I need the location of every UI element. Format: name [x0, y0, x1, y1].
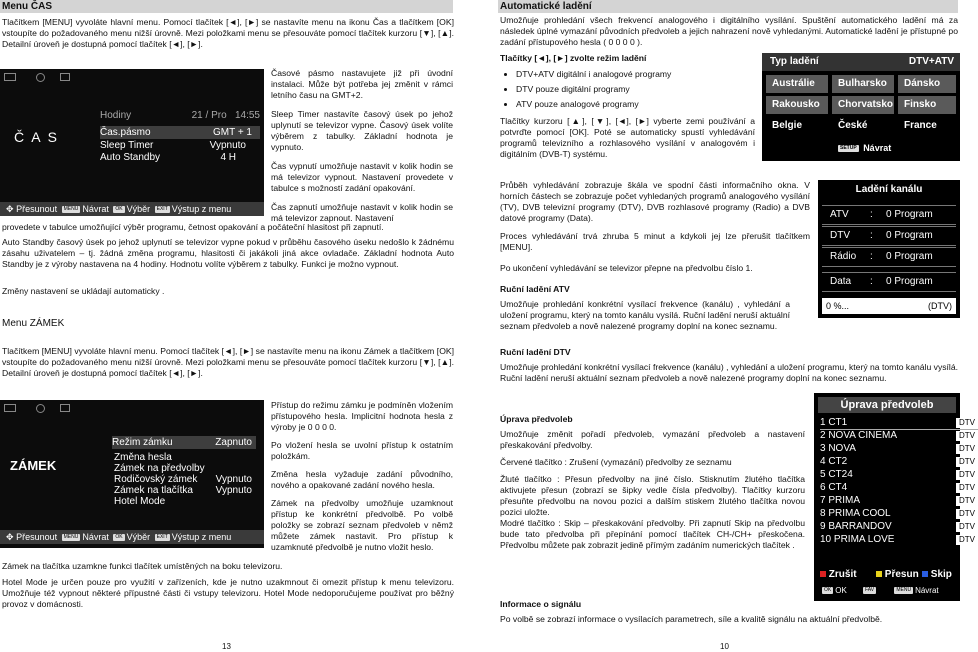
- tuning-mode-list: [500, 69, 776, 114]
- channel-scan-panel: [818, 180, 960, 318]
- country-select-panel: [762, 53, 960, 161]
- menu-key: MENU: [63, 534, 79, 541]
- row-label: Hotel Mode: [114, 496, 166, 507]
- preset-row-10[interactable]: [820, 534, 978, 546]
- preset-name: 4 CT2: [820, 456, 848, 467]
- scan-row-radio: [822, 247, 956, 267]
- row-label: Zámek na tlačítka: [114, 485, 193, 496]
- sound-icon: [60, 404, 70, 412]
- menu-key: MENU: [63, 206, 79, 213]
- row-label: Režim zámku: [112, 437, 173, 448]
- back-label: Návrat: [915, 586, 939, 595]
- timezone-text: Časové pásmo nastavujete již při úvodní instalaci. Může být potřeba jej změnit v rámci letního času na GMT+2.: [271, 68, 453, 100]
- change-password-text: Změna hesla vyžaduje zadání původního, nového a opakované zadání nového hesla.: [271, 469, 453, 490]
- progress-text-3: Po ukončení vyhledávání se televizor přepne na předvolbu číslo 1.: [500, 263, 753, 273]
- preset-tag: DTV: [956, 483, 978, 493]
- zamek-right-text: [271, 400, 453, 553]
- panel-nav: [836, 143, 891, 155]
- picture-icon: [36, 73, 45, 82]
- country-select-text: Tlačítky kurzoru [▲], [▼], [◄], [►] vyberte zemi používání a potvrďte pomocí [OK]. Poté se automaticky spustí vyhledávání programů televizního a rozhlasového vysílání v analogovém i digitálním (DVB-T) systému.: [500, 116, 755, 159]
- scan-value: 0 Program: [886, 209, 933, 220]
- country-dansko[interactable]: Dánsko: [898, 75, 956, 93]
- preset-tag: DTV: [956, 470, 978, 480]
- scan-percent: 0 %...: [826, 301, 850, 311]
- preset-panel-title: Úprava předvoleb: [818, 397, 956, 413]
- preset-list: [814, 417, 975, 551]
- preset-name: 10 PRIMA LOVE: [820, 534, 895, 545]
- tv-icon: [4, 73, 16, 81]
- autosave-text: Změny nastavení se ukládají automaticky .: [2, 286, 165, 296]
- move-label: Přesun: [884, 569, 919, 580]
- preset-row-3[interactable]: [820, 443, 978, 455]
- preset-row-1[interactable]: [820, 417, 978, 430]
- ok-key: OK: [115, 534, 123, 541]
- manual-dtv-heading: Ruční ladění DTV: [500, 347, 571, 357]
- preset-tag: DTV: [956, 431, 978, 441]
- scan-row-atv: [822, 205, 956, 225]
- scan-sep: :: [870, 209, 873, 220]
- scan-sep: :: [870, 276, 873, 287]
- row-value: GMT + 1: [213, 127, 252, 138]
- nav-exit: Výstup z menu: [171, 532, 232, 542]
- country-finsko[interactable]: Finsko: [898, 96, 956, 114]
- on-time-continuation: provedete v tabulce umožňující výběr programu, četnost opakování a počáteční hlasitost při zapnutí.: [2, 222, 384, 232]
- country-chorvatsko[interactable]: Chorvatsko: [832, 96, 894, 114]
- row-label: Zámek na předvolby: [114, 463, 205, 474]
- row-value: 4 H: [220, 152, 236, 163]
- delete-label: Zrušit: [828, 569, 857, 580]
- preset-tag: DTV: [956, 418, 978, 428]
- setting-row-hotel-mode[interactable]: [114, 496, 256, 508]
- preset-name: 2 NOVA CINEMA: [820, 430, 898, 441]
- nav-move: Přesunout: [16, 204, 58, 214]
- edit-presets-p1: Umožňuje změnit pořadí předvoleb, vymazání předvoleb a nastavení přeskakování předvolby.: [500, 429, 805, 450]
- lock-access-text: Přístup do režimu zámku je podmíněn vložením přístupového hesla. Implicitní hodnota hesla z výroby je 0 0 0 0.: [271, 400, 453, 432]
- edit-presets-yellow: Žluté tlačítko : Přesun předvolby na jiné číslo. Stisknutím žlutého tlačítka aktivujete přesun (zobrazí se šipky vedle čísla předvolby). Tlačítky kurzoru přesuňte předvolbu na novou pozici a dalším stiskem žlutého tlačítka novou pozici uložte.: [500, 474, 805, 517]
- menu-cas-heading: Menu ČAS: [0, 0, 453, 13]
- edit-presets-red: Červené tlačítko : Zrušení (vymazání) předvolby ze seznamu: [500, 457, 732, 467]
- mode-atv: • ATV pouze analogové programy: [516, 99, 776, 110]
- buttons-lock-text: Zámek na tlačítka uzamkne funkci tlačítek umístěných na boku televizoru.: [2, 561, 283, 571]
- row-label: Sleep Timer: [100, 140, 154, 151]
- panel-back: Návrat: [863, 143, 892, 153]
- sleep-timer-text: Sleep Timer nastavíte časový úsek po jehož uplynutí se televizor vypne. Časový úsek volíte výběrem z tabulky. Základní hodnota je vypnuto.: [271, 109, 453, 152]
- signal-info-heading: Informace o signálu: [500, 599, 582, 609]
- delete-button[interactable]: [820, 569, 857, 582]
- edit-presets-blue: Modré tlačítko : Skip – přeskakování předvolby. Při zapnutí Skip na předvolbu bude tato předvolba při přepínání pomocí tlačítek CH-/CH+ přeskočena. Předvolbu můžete pak zobrazit jedině přímým zadáním numerických tlačítek .: [500, 518, 805, 550]
- preset-name: 9 BARRANDOV: [820, 521, 892, 532]
- scan-label: Data: [830, 276, 852, 287]
- panel-title-bar: [762, 53, 960, 71]
- row-value: 21 / Pro 14:55: [191, 110, 260, 121]
- auto-tuning-heading: Automatické ladění: [498, 0, 958, 13]
- row-label: Rodičovský zámek: [114, 474, 198, 485]
- setting-row-sleep-timer[interactable]: [100, 140, 260, 152]
- exit-key: EXIT: [156, 206, 168, 213]
- cas-right-text: [271, 68, 453, 224]
- setting-row-auto-standby[interactable]: [100, 152, 260, 164]
- row-label: Změna hesla: [114, 452, 172, 463]
- scan-label: ATV: [830, 209, 849, 220]
- setup-key: SETUP: [840, 145, 857, 152]
- tuning-mode-line: Tlačítky [◄], [►] zvolte režim ladění: [500, 53, 647, 63]
- hotel-mode-text: Hotel Mode je určen pouze pro využití v zařízeních, kde je nutno uzakmnout či omezit přístup k menu televizoru. Umožňuje též vypnout některé přípustné části či vstupy televizoru. Hotel Mode nedoporučujeme používat pro běžný provoz v domácnosti.: [2, 577, 454, 609]
- preset-tag: DTV: [956, 535, 978, 545]
- scan-label: DTV: [830, 230, 850, 241]
- scan-mode: (DTV): [928, 301, 952, 311]
- on-time-text: Čas zapnutí umožňuje nastavit v kolik hodin se má televizor zapnout. Nastavení: [271, 202, 453, 223]
- edit-presets-heading: Úprava předvoleb: [500, 414, 573, 424]
- ok-label: OK: [835, 586, 847, 595]
- preset-row-9[interactable]: [820, 521, 978, 533]
- password-unlock-text: Po vložení hesla se uvolní přístup k ostatním položkám.: [271, 440, 453, 461]
- row-label: Auto Standby: [100, 152, 161, 163]
- preset-name: 1 CT1: [820, 417, 848, 428]
- scan-sep: :: [870, 230, 873, 241]
- preset-row-8[interactable]: [820, 508, 978, 520]
- mode-dtv-atv: • DTV+ATV digitální i analogové programy: [516, 69, 776, 80]
- fav-key: FAV: [865, 587, 875, 594]
- country-belgie[interactable]: Belgie: [766, 117, 828, 135]
- menu-zamek-intro: Tlačítkem [MENU] vyvoláte hlavní menu. Pomocí tlačítek [◄], [►] se nastavíte menu na ikonu Zámek a tlačítkem [OK] vstoupíte do požadovaného menu nižší úrovně. Mezi položkami menu se přesouváte pomocí tlačítek kurzoru [▼], [▲]. Detailní úroveň je dostupná pomocí tlačítek [◄], [►].: [2, 346, 454, 378]
- cas-side-label: Č A S: [14, 129, 60, 145]
- preset-edit-panel: [814, 393, 975, 601]
- zamek-nav-bar: [0, 530, 264, 544]
- scan-value: 0 Program: [886, 230, 933, 241]
- preset-nav: [820, 586, 939, 596]
- scan-value: 0 Program: [886, 276, 933, 287]
- nav-back: Návrat: [82, 204, 109, 214]
- progress-text-2: Proces vyhledávání trvá zhruba 5 minut a kdykoli jej lze přerušit tlačítkem [MENU].: [500, 231, 810, 252]
- tv-icon: [4, 404, 16, 412]
- row-value: Vypnuto: [215, 485, 252, 496]
- move-icon: ✥: [6, 204, 14, 214]
- exit-key: EXIT: [156, 534, 168, 541]
- nav-exit: Výstup z menu: [171, 204, 232, 214]
- auto-standby-text: Auto Standby časový úsek po jehož uplynutí se televizor vypne pokud v průběhu časového úseku nedošlo k žádnému zásahu uživatelem – tj. žádná změna programu, hlasitosti či jakákoli jiná akce ovladače. Základní hodnota Auto Standby je z výroby nastavena na 4 hodiny. Hodnotu volíte výběrem z tabulky. Funkci je možno vypnout.: [2, 237, 454, 269]
- scan-value: 0 Program: [886, 251, 933, 262]
- preset-name: 6 CT4: [820, 482, 848, 493]
- move-button[interactable]: [876, 569, 919, 582]
- country-ceske[interactable]: České: [832, 117, 894, 135]
- country-france[interactable]: France: [898, 117, 956, 135]
- menu-zamek-heading: Menu ZÁMEK: [2, 318, 65, 329]
- scan-progress-bar: [822, 298, 956, 314]
- row-label: Čas.pásmo: [100, 127, 151, 138]
- preset-row-5[interactable]: [820, 469, 978, 481]
- preset-tag: DTV: [956, 496, 978, 506]
- row-value: Vypnuto: [215, 474, 252, 485]
- tuning-type-value[interactable]: DTV+ATV: [908, 56, 954, 67]
- manual-atv-heading: Ruční ladění ATV: [500, 284, 570, 294]
- cas-menu-screenshot: [0, 69, 264, 216]
- skip-label: Skip: [930, 569, 952, 580]
- scan-row-data: [822, 272, 956, 292]
- zamek-side-label: ZÁMEK: [10, 458, 57, 473]
- preset-row-2[interactable]: [820, 430, 978, 442]
- preset-name: 3 NOVA: [820, 443, 856, 454]
- preset-row-7[interactable]: [820, 495, 978, 507]
- picture-icon: [36, 404, 45, 413]
- menu-key: MENU: [896, 587, 912, 594]
- country-bulharsko[interactable]: Bulharsko: [832, 75, 894, 93]
- red-key-icon: [820, 571, 826, 577]
- zamek-menu-screenshot: [0, 400, 264, 548]
- page-number-left: 13: [222, 642, 231, 651]
- setting-row-rezim-zamku[interactable]: [112, 436, 256, 449]
- preset-row-4[interactable]: [820, 456, 978, 468]
- progress-text-1: Průběh vyhledávání zobrazuje škála ve spodní části informačního okna. V horních částech se zobrazuje počet vyhledaných programů analogového vysílání (TV), DVB televizní programy (DTV), DVB rozhlasové programy (Radio) a DVB datové programy (Data).: [500, 180, 810, 223]
- country-rakousko[interactable]: Rakousko: [766, 96, 828, 114]
- cas-nav-bar: [0, 202, 264, 216]
- nav-select: Výběr: [126, 532, 151, 542]
- blue-key-icon: [922, 571, 928, 577]
- row-value: Zapnuto: [215, 437, 252, 448]
- yellow-key-icon: [876, 571, 882, 577]
- auto-tuning-intro: Umožňuje prohledání všech frekvencí analogového i digitálního vysílání. Spuštění automatického ladění má za následek úplné vymazání původních předvoleb a jejich nahrazení nově vyhledanými. Automatické ladění je přístupné po zadání přístupového hesla ( 0 0 0 0 ).: [500, 15, 958, 47]
- mode-dtv: • DTV pouze digitální programy: [516, 84, 776, 95]
- nav-move: Přesunout: [16, 532, 58, 542]
- preset-name: 7 PRIMA: [820, 495, 861, 506]
- setting-row-cas-pasmo[interactable]: [100, 126, 260, 139]
- menu-cas-intro: Tlačítkem [MENU] vyvoláte hlavní menu. Pomocí tlačítek [◄], [►] se nastavíte menu na ikonu Čas a tlačítkem [OK] vstoupíte do požadovaného menu nižší úrovně. Mezi položkami menu se přesouváte pomocí tlačítek kurzoru [▼], [▲]. Detailní úroveň je dostupná pomocí tlačítek [◄], [►].: [2, 17, 454, 49]
- manual-atv-text: Umožňuje prohledání konkrétní vysílací frekvence (kanálu) , vyhledání a uložení programu, který na tomto kanálu vysílá. Ruční ladění neruší aktuální seznam předvoleb a nově nalezené programy doplní na konec seznamu.: [500, 299, 790, 331]
- ok-key: OK: [824, 587, 832, 594]
- preset-name: 5 CT24: [820, 469, 853, 480]
- preset-row-6[interactable]: [820, 482, 978, 494]
- move-icon: ✥: [6, 532, 14, 542]
- row-label: Hodiny: [100, 110, 132, 121]
- preset-name: 8 PRIMA COOL: [820, 508, 891, 519]
- preset-tag: DTV: [956, 522, 978, 532]
- nav-select: Výběr: [126, 204, 151, 214]
- off-time-text: Čas vypnutí umožňuje nastavit v kolik hodin se má televizor vypnout. Nastavení provedete v tabulce s možností zadání opakování.: [271, 161, 453, 193]
- scan-label: Rádio: [830, 251, 857, 262]
- nav-back: Návrat: [82, 532, 109, 542]
- signal-info-text: Po volbě se zobrazí informace o vysílacích parametrech, síle a kvalitě signálu na aktuální předvolbě.: [500, 614, 883, 624]
- tuning-type-label: Typ ladění: [770, 56, 819, 67]
- preset-tag: DTV: [956, 509, 978, 519]
- manual-dtv-text: Umožňuje prohledání konkrétní vysílací frekvence (kanálu) , vyhledání a uložení programu, který na tomto kanálu vysílá. Ruční ladění neruší aktuální seznam předvoleb a nově nalezené programy doplní na konec seznamu.: [500, 362, 958, 383]
- setting-row-hodiny[interactable]: [100, 110, 260, 122]
- row-value: Vypnuto: [209, 140, 246, 151]
- scan-row-dtv: [822, 226, 956, 246]
- preset-tag: DTV: [956, 457, 978, 467]
- sound-icon: [60, 73, 70, 81]
- country-australie[interactable]: Austrálie: [766, 75, 828, 93]
- scan-sep: :: [870, 251, 873, 262]
- skip-button[interactable]: [922, 569, 952, 582]
- scan-panel-title: Ladění kanálu: [855, 184, 923, 195]
- page-number-right: 10: [720, 642, 729, 651]
- ok-key: OK: [115, 206, 123, 213]
- preset-tag: DTV: [956, 444, 978, 454]
- preset-lock-text: Zámek na předvolby umožňuje uzamknout přístup ke konkrétní předvolbě. Po volbě položky se zobrazí seznam předvoleb v němž můžete zámek nastavit. Pro přístup k uzamknuté předvolbě je nutno vložit heslo.: [271, 498, 453, 552]
